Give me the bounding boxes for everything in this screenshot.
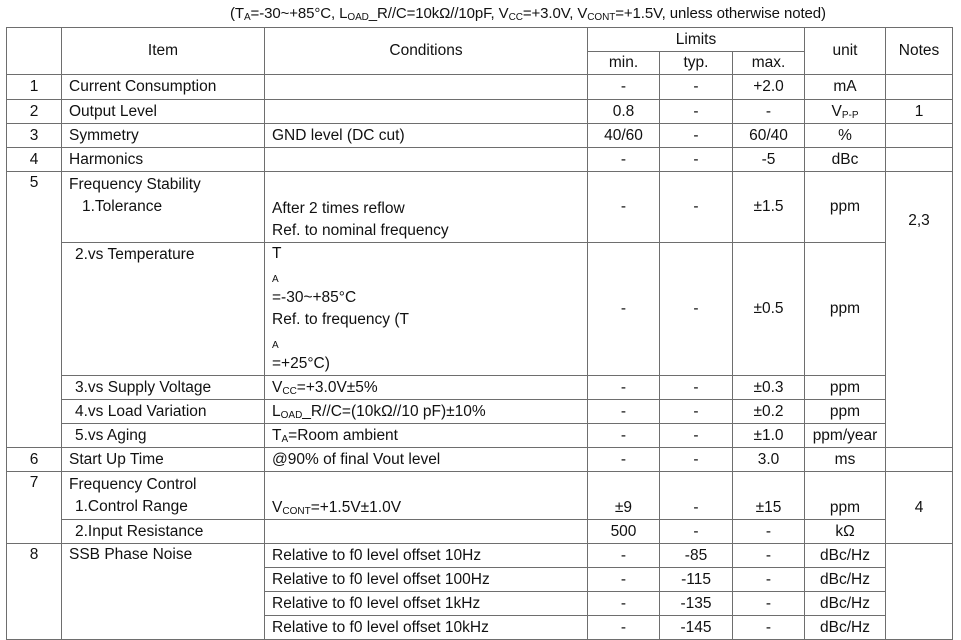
- unit-cell: ppm: [805, 172, 886, 243]
- unit-cell: dBc/Hz: [805, 544, 886, 568]
- condition-cell: [265, 400, 588, 424]
- max-cell: ±15: [733, 472, 805, 520]
- condition-cell: [265, 472, 588, 520]
- condition-line: After 2 times reflow: [272, 200, 405, 217]
- header-unit: unit: [805, 28, 886, 75]
- item-cell: Start Up Time: [62, 448, 265, 472]
- row-number: 2: [7, 100, 62, 124]
- condition-cell: [265, 424, 588, 448]
- typ-cell: -: [660, 243, 733, 376]
- table-row: [7, 472, 953, 520]
- condition-text: =-30~+85°C: [272, 289, 357, 306]
- spacer: [69, 218, 264, 240]
- condition-text: =+25°C): [272, 355, 330, 372]
- notes-cell: [886, 124, 953, 148]
- condition-cell: [265, 75, 588, 100]
- max-cell: -: [733, 520, 805, 544]
- caption-subscript: OAD: [347, 12, 369, 23]
- header-limits: Limits: [588, 28, 805, 52]
- row-number: 4: [7, 148, 62, 172]
- unit-cell: ppm: [805, 376, 886, 400]
- item-cell: Harmonics: [62, 148, 265, 172]
- condition-text: =+1.5V±1.0V: [310, 499, 402, 516]
- item-label: Frequency Stability: [69, 176, 201, 193]
- condition-cell: @90% of final Vout level: [265, 448, 588, 472]
- max-cell: -: [733, 616, 805, 640]
- condition-cell: [265, 172, 588, 243]
- caption-subscript: CONT: [587, 12, 616, 23]
- unit-cell: kΩ: [805, 520, 886, 544]
- condition-text: T: [272, 245, 282, 262]
- notes-cell: 4: [886, 472, 953, 544]
- typ-cell: -: [660, 172, 733, 243]
- table-row: [7, 400, 953, 424]
- min-cell: -: [588, 172, 660, 243]
- max-cell: ±1.0: [733, 424, 805, 448]
- table-row: [7, 148, 953, 172]
- item-cell: [62, 172, 265, 243]
- condition-cell: Relative to f0 level offset 10kHz: [265, 616, 588, 640]
- typ-cell: -115: [660, 568, 733, 592]
- condition-cell: [265, 100, 588, 124]
- caption-text: _R//C=10kΩ//10pF, V: [368, 5, 509, 22]
- typ-cell: -: [660, 124, 733, 148]
- typ-cell: -135: [660, 592, 733, 616]
- typ-cell: -: [660, 400, 733, 424]
- item-cell: Output Level: [62, 100, 265, 124]
- condition-text: V: [272, 378, 283, 396]
- condition-cell: [265, 148, 588, 172]
- max-cell: 3.0: [733, 448, 805, 472]
- item-cell: [62, 472, 265, 520]
- table-row: [7, 448, 953, 472]
- condition-text: =Room ambient: [288, 426, 398, 444]
- conditions-caption: [230, 5, 957, 22]
- unit-cell: ppm: [805, 400, 886, 424]
- caption-text: =-30~+85°C, L: [250, 5, 348, 22]
- table-row: [7, 424, 953, 448]
- specifications-table: [6, 27, 953, 640]
- item-cell: 4.vs Load Variation: [62, 400, 265, 424]
- condition-subscript: A: [272, 340, 279, 351]
- unit-cell: mA: [805, 75, 886, 100]
- unit-cell: %: [805, 124, 886, 148]
- min-cell: ±9: [588, 472, 660, 520]
- notes-cell: [886, 544, 953, 640]
- item-cell: Current Consumption: [62, 75, 265, 100]
- typ-cell: -: [660, 448, 733, 472]
- typ-cell: -: [660, 75, 733, 100]
- row-number: 7: [7, 472, 62, 544]
- max-cell: ±0.5: [733, 243, 805, 376]
- min-cell: -: [588, 544, 660, 568]
- header-item: Item: [62, 28, 265, 75]
- caption-subscript: A: [243, 12, 251, 23]
- unit-cell: ms: [805, 448, 886, 472]
- table-row: [7, 75, 953, 100]
- condition-line: Ref. to nominal frequency: [272, 222, 449, 239]
- unit-cell: dBc: [805, 148, 886, 172]
- table-row: [7, 172, 953, 243]
- typ-cell: -145: [660, 616, 733, 640]
- condition-text: T: [272, 426, 282, 444]
- condition-cell: Relative to f0 level offset 10Hz: [265, 544, 588, 568]
- typ-cell: -85: [660, 544, 733, 568]
- item-cell: SSB Phase Noise: [62, 544, 265, 640]
- min-cell: -: [588, 424, 660, 448]
- condition-text: Ref. to frequency (T: [272, 311, 409, 328]
- max-cell: 60/40: [733, 124, 805, 148]
- header-blank: [7, 28, 62, 75]
- min-cell: -: [588, 616, 660, 640]
- min-cell: -: [588, 568, 660, 592]
- item-label: Frequency Control: [69, 475, 197, 493]
- unit-cell: dBc/Hz: [805, 592, 886, 616]
- row-number: 3: [7, 124, 62, 148]
- condition-subscript: OAD: [280, 409, 303, 421]
- condition-text: _R//C=(10kΩ//10 pF)±10%: [302, 402, 486, 420]
- condition-subscript: A: [281, 433, 289, 445]
- min-cell: -: [588, 148, 660, 172]
- sub-item-label: 1.Control Range: [75, 497, 188, 515]
- min-cell: -: [588, 243, 660, 376]
- typ-cell: -: [660, 424, 733, 448]
- row-number: 6: [7, 448, 62, 472]
- max-cell: -: [733, 592, 805, 616]
- condition-text: =+3.0V±5%: [296, 378, 378, 396]
- item-cell: 5.vs Aging: [62, 424, 265, 448]
- notes-cell: 2,3: [886, 172, 953, 448]
- notes-cell: 1: [886, 100, 953, 124]
- item-cell: 3.vs Supply Voltage: [62, 376, 265, 400]
- condition-line: [272, 309, 587, 375]
- caption-subscript: CC: [508, 12, 523, 23]
- min-cell: 0.8: [588, 100, 660, 124]
- typ-cell: -: [660, 520, 733, 544]
- condition-subscript: A: [272, 274, 279, 285]
- row-number: 5: [7, 172, 62, 448]
- table-row: [7, 520, 953, 544]
- caption-text: =+3.0V, V: [522, 5, 588, 22]
- typ-cell: -: [660, 376, 733, 400]
- unit-cell: ppm/year: [805, 424, 886, 448]
- table-row: [7, 124, 953, 148]
- table-row: [7, 100, 953, 124]
- header-row: [7, 28, 953, 52]
- max-cell: +2.0: [733, 75, 805, 100]
- condition-cell: Relative to f0 level offset 100Hz: [265, 568, 588, 592]
- min-cell: -: [588, 376, 660, 400]
- max-cell: -: [733, 544, 805, 568]
- unit-cell: dBc/Hz: [805, 568, 886, 592]
- caption-text: =+1.5V, unless otherwise noted): [615, 5, 826, 22]
- condition-subscript: CC: [282, 385, 297, 397]
- unit-cell: dBc/Hz: [805, 616, 886, 640]
- unit-subscript: P-P: [841, 109, 859, 121]
- condition-cell: [265, 520, 588, 544]
- condition-text: V: [272, 499, 283, 516]
- row-number: 1: [7, 75, 62, 100]
- header-typ: typ.: [660, 52, 733, 75]
- typ-cell: -: [660, 472, 733, 520]
- unit-cell: [805, 100, 886, 124]
- max-cell: -5: [733, 148, 805, 172]
- header-max: max.: [733, 52, 805, 75]
- min-cell: -: [588, 75, 660, 100]
- max-cell: ±0.2: [733, 400, 805, 424]
- max-cell: ±0.3: [733, 376, 805, 400]
- min-cell: 500: [588, 520, 660, 544]
- notes-cell: [886, 75, 953, 100]
- min-cell: -: [588, 400, 660, 424]
- min-cell: -: [588, 592, 660, 616]
- header-notes: Notes: [886, 28, 953, 75]
- min-cell: -: [588, 448, 660, 472]
- max-cell: ±1.5: [733, 172, 805, 243]
- caption-text: (T: [230, 5, 244, 22]
- condition-cell: [265, 243, 588, 376]
- max-cell: -: [733, 568, 805, 592]
- condition-cell: Relative to f0 level offset 1kHz: [265, 592, 588, 616]
- unit-text: V: [831, 102, 842, 120]
- condition-subscript: CONT: [282, 506, 311, 517]
- notes-cell: [886, 448, 953, 472]
- condition-cell: [265, 376, 588, 400]
- row-number: 8: [7, 544, 62, 640]
- max-cell: -: [733, 100, 805, 124]
- item-cell: Symmetry: [62, 124, 265, 148]
- table-row: [7, 376, 953, 400]
- sub-item-label: 1.Tolerance: [82, 198, 163, 215]
- table-row: [7, 243, 953, 376]
- unit-cell: ppm: [805, 472, 886, 520]
- notes-cell: [886, 148, 953, 172]
- item-cell: 2.vs Temperature: [62, 243, 265, 376]
- condition-cell: GND level (DC cut): [265, 124, 588, 148]
- header-conditions: Conditions: [265, 28, 588, 75]
- typ-cell: -: [660, 100, 733, 124]
- item-cell: 2.Input Resistance: [62, 520, 265, 544]
- typ-cell: -: [660, 148, 733, 172]
- unit-cell: ppm: [805, 243, 886, 376]
- header-min: min.: [588, 52, 660, 75]
- condition-line: [272, 243, 587, 309]
- condition-text: L: [272, 402, 281, 420]
- min-cell: 40/60: [588, 124, 660, 148]
